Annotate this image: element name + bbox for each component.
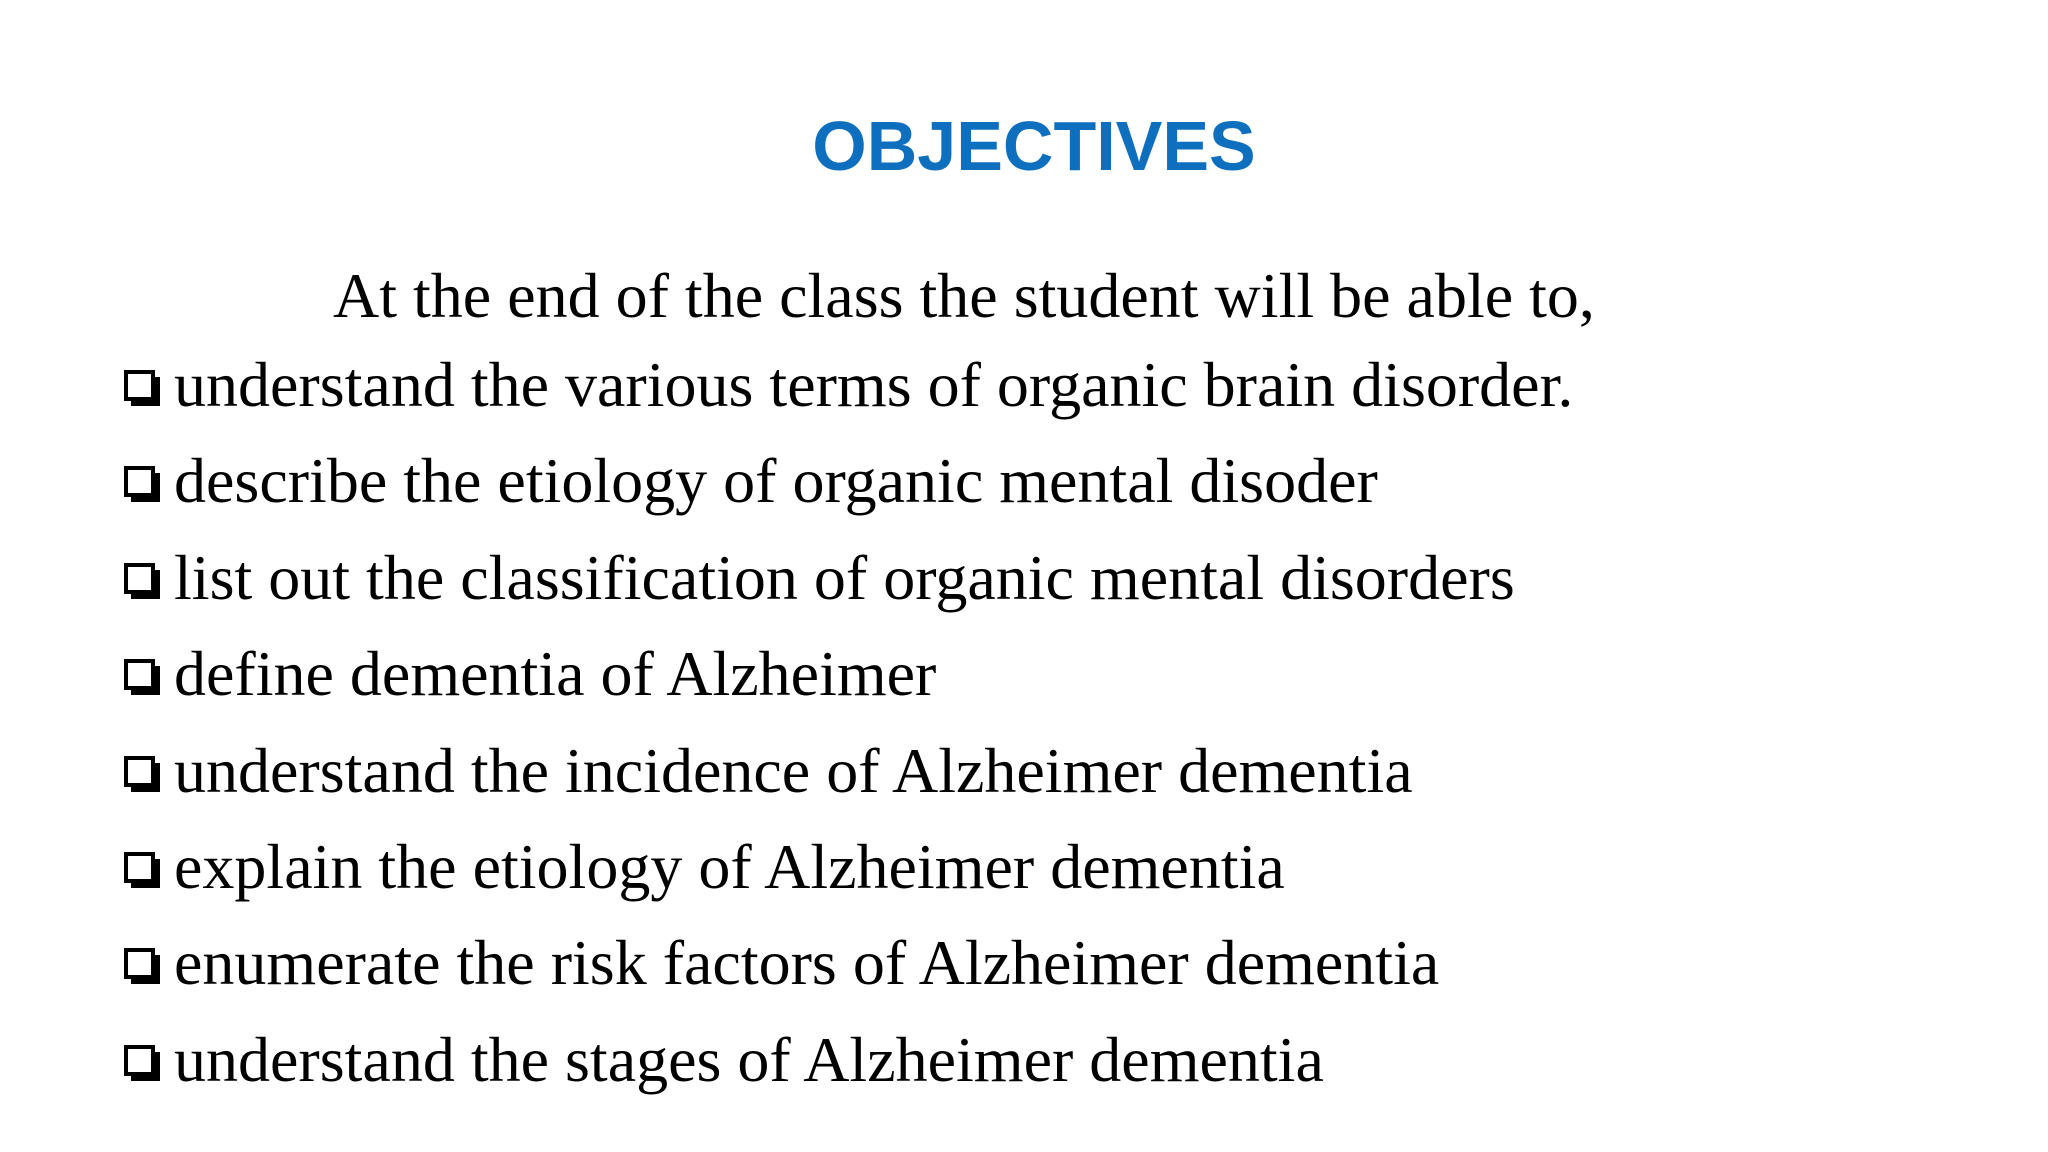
objective-text: understand the incidence of Alzheimer dementia — [174, 734, 1413, 806]
list-item — [124, 1023, 1573, 1124]
objective-text: describe the etiology of organic mental disoder — [174, 445, 1378, 517]
list-item — [124, 927, 1573, 1027]
slide-title: OBJECTIVES — [812, 107, 1256, 185]
objectives-list — [124, 349, 1574, 1124]
objective-text: define dementia of Alzheimer — [174, 638, 937, 710]
intro-text: At the end of the class the student will be able to, — [333, 260, 1595, 331]
objective-text: understand the various terms of organic brain disorder. — [174, 349, 1574, 420]
list-item — [124, 541, 1573, 642]
objective-text: list out the classification of organic mental disorders — [174, 541, 1515, 613]
checkbox-square-icon — [124, 756, 160, 792]
objective-text: understand the stages of Alzheimer dementia — [174, 1023, 1324, 1095]
checkbox-square-icon — [124, 563, 160, 599]
checkbox-square-icon — [124, 1045, 160, 1081]
list-item — [124, 734, 1573, 835]
checkbox-square-icon — [124, 852, 160, 888]
objective-text: enumerate the risk factors of Alzheimer dementia — [174, 927, 1440, 999]
checkbox-square-icon — [124, 370, 160, 406]
list-item — [124, 830, 1573, 931]
list-item — [124, 445, 1573, 545]
checkbox-square-icon — [124, 948, 160, 984]
checkbox-square-icon — [124, 466, 160, 502]
list-item — [124, 349, 1574, 449]
checkbox-square-icon — [124, 659, 160, 695]
list-item — [124, 638, 1573, 738]
objective-text: explain the etiology of Alzheimer dementia — [174, 830, 1285, 902]
